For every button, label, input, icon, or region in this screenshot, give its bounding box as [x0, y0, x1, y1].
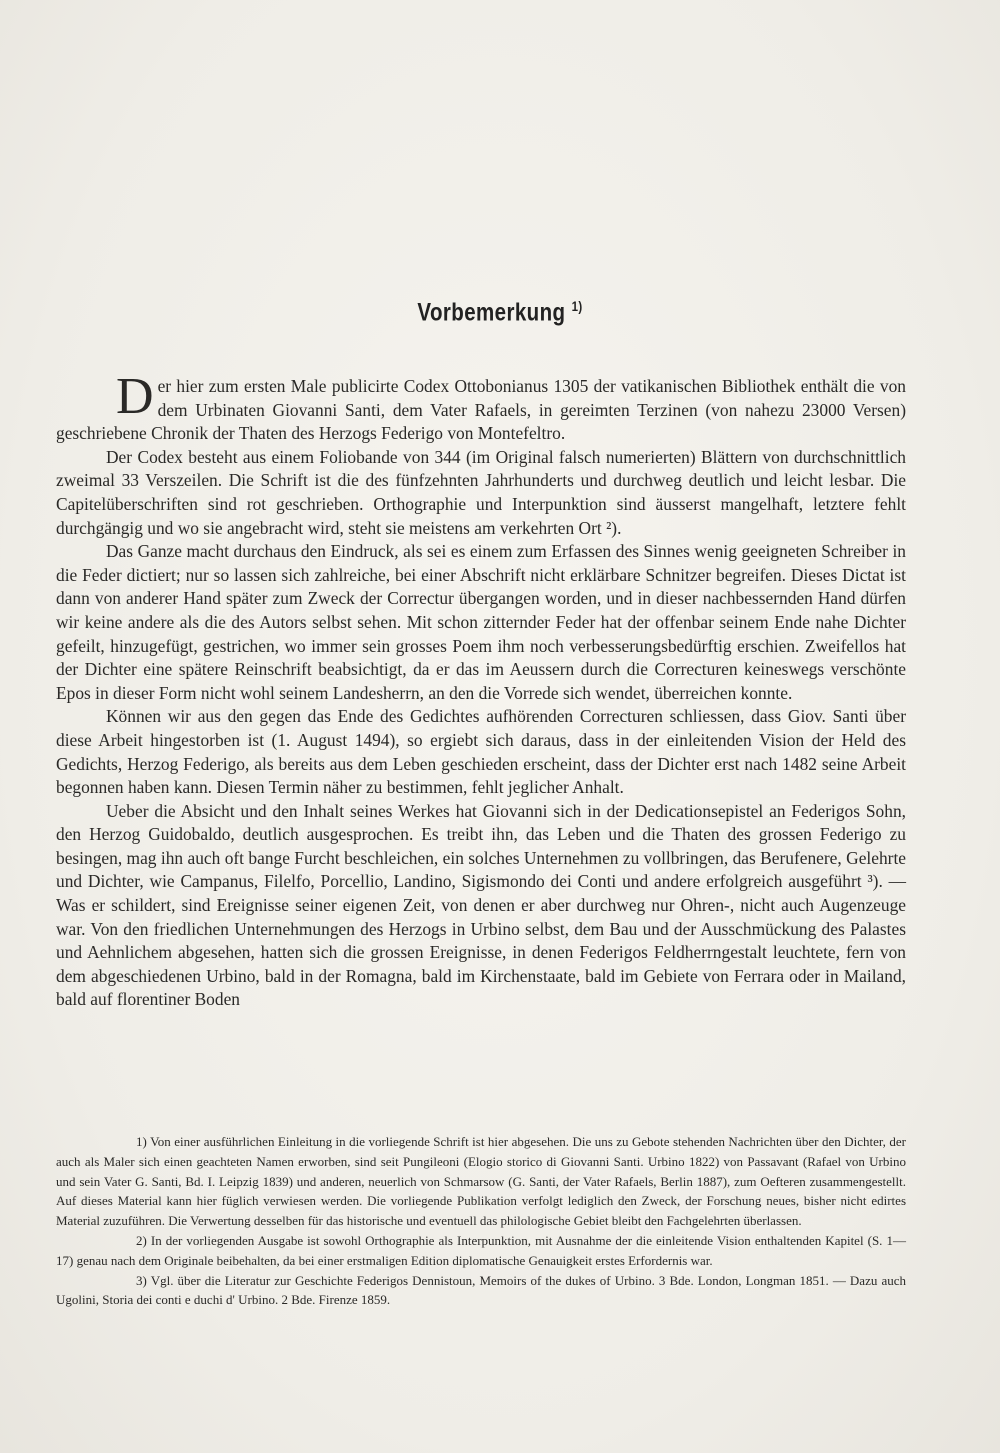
paragraph-1: [56, 368, 906, 446]
title-text: Vorbemerkung: [417, 298, 566, 327]
paragraph-1-text: er hier zum ersten Male publicirte Codex Ottobonianus 1305 der vatikanischen Bibliothek enthält die von dem Urbinaten Giovanni Santi, dem Vater Rafaels, in gereimten Terzinen (von nahezu 23000 Versen) geschriebene Chronik der Thaten des Herzogs Federigo von Montefeltro.: [56, 376, 906, 444]
footnotes: [56, 1132, 906, 1310]
footnote-1: 1) Von einer ausführlichen Einleitung in die vorliegende Schrift ist hier abgesehen. Die uns zu Gebote stehenden Nachrichten über den Dichter, der auch als Maler sich einen geachteten Namen erworben, sind seit Pungileoni (Elogio storico di Giovanni Santi. Urbino 1822) von Passavant (Rafael von Urbino und sein Vater G. Santi, Bd. I. Leipzig 1839) und anderen, neuerlich von Schmarsow (G. Santi, der Vater Rafaels, Berlin 1887), zum Oefteren zusammengestellt. Auf dieses Material kann hier füglich verwiesen werden. Die vorliegende Publikation verfolgt lediglich den Zweck, der Forschung neues, bisher nicht edirtes Material zuzuführen. Die Verwertung desselben für das historische und eventuell das philologische Gebiet bleibt den Fachgelehrten überlassen.: [56, 1134, 906, 1229]
drop-cap: D: [116, 368, 154, 425]
paragraph-5: Ueber die Absicht und den Inhalt seines Werkes hat Giovanni sich in der Dedicationsepistel an Federigos Sohn, den Herzog Guidobaldo, deutlich ausgesprochen. Es treibt ihn, das Leben und die Thaten des grossen Federigo zu besingen, mag ihn auch oft bange Furcht beschleichen, ein solches Unternehmen zu vollbringen, das Berufenere, Gelehrte und Dichter, wie Campanus, Filelfo, Porcellio, Landino, Sigismondo dei Conti und andere erfolgreich ausgeführt ³). — Was er schildert, sind Ereignisse seiner eigenen Zeit, von denen er aber durchweg nur Ohren-, nicht auch Augenzeuge war. Von den friedlichen Unternehmungen des Herzogs in Urbino selbst, dem Bau und der Ausschmückung des Palastes und Aehnlichem abgesehen, hatten sich die grossen Ereignisse, in denen Federigos Feldherrngestalt leuchtete, fern von dem abgeschiedenen Urbino, bald in der Romagna, bald im Kirchenstaate, bald im Gebiete von Ferrara oder in Mailand, bald auf florentiner Boden: [56, 800, 906, 1010]
paragraph-4: Können wir aus den gegen das Ende des Gedichtes aufhörenden Correcturen schliessen, dass Giov. Santi über diese Arbeit hingestorben ist (1. August 1494), so ergiebt sich daraus, dass in der einleitenden Vision der Held des Gedichts, Herzog Federigo, als bereits aus dem Leben geschieden erscheint, dass der Dichter erst nach 1482 seine Arbeit begonnen haben kann. Diesen Termin näher zu bestimmen, fehlt jeglicher Anhalt.: [56, 706, 906, 798]
page-title: [90, 298, 910, 327]
main-text: [56, 368, 906, 1012]
paragraph-3: Das Ganze macht durchaus den Eindruck, als sei es einem zum Erfassen des Sinnes wenig geeigneten Schreiber in die Feder dictiert; nur so lassen sich zahlreiche, bei einer Abschrift nicht erklärbare Schnitzer begreifen. Dieses Dictat ist dann von anderer Hand später zum Zweck der Correctur übergangen worden, und in dieser nachbessernden Hand dürfen wir keine andere als die des Autors selbst sehen. Mit schon zitternder Feder hat der offenbar seinem Ende nahe Dichter gefeilt, hinzugefügt, gestrichen, wo immer sein grosses Poem ihm noch verbesserungsbedürftig erschien. Zweifellos hat der Dichter eine spätere Reinschrift beabsichtigt, da er das im Aeussern durch die Correcturen keineswegs verschönte Epos in dieser Form nicht wohl seinem Landesherrn, an den die Vorrede sich wendet, überreichen konnte.: [56, 541, 906, 703]
footnote-2: 2) In der vorliegenden Ausgabe ist sowohl Orthographie als Interpunktion, mit Ausnahme der die einleitende Vision enthaltenden Kapitel (S. 1—17) genau nach dem Originale beibehalten, da bei einer erstmaligen Edition diplomatische Genauigkeit erstes Erfordernis war.: [56, 1232, 906, 1268]
paragraph-2: Der Codex besteht aus einem Foliobande von 344 (im Original falsch numerierten) Blättern von durchschnittlich zweimal 33 Verszeilen. Die Schrift ist die des fünfzehnten Jahrhunderts und durchweg deutlich und leicht lesbar. Die Capitelüberschriften sind rot geschrieben. Orthographie und Interpunktion sind äusserst mangelhaft, letztere fehlt durchgängig und wo sie angebracht wird, steht sie meistens am verkehrten Ort ²).: [56, 446, 906, 538]
footnote-3: 3) Vgl. über die Literatur zur Geschichte Federigos Dennistoun, Memoirs of the dukes of Urbino. 3 Bde. London, Longman 1851. — Dazu auch Ugolini, Storia dei conti e duchi d' Urbino. 2 Bde. Firenze 1859.: [56, 1272, 906, 1308]
title-footnote-marker: 1): [571, 298, 583, 314]
